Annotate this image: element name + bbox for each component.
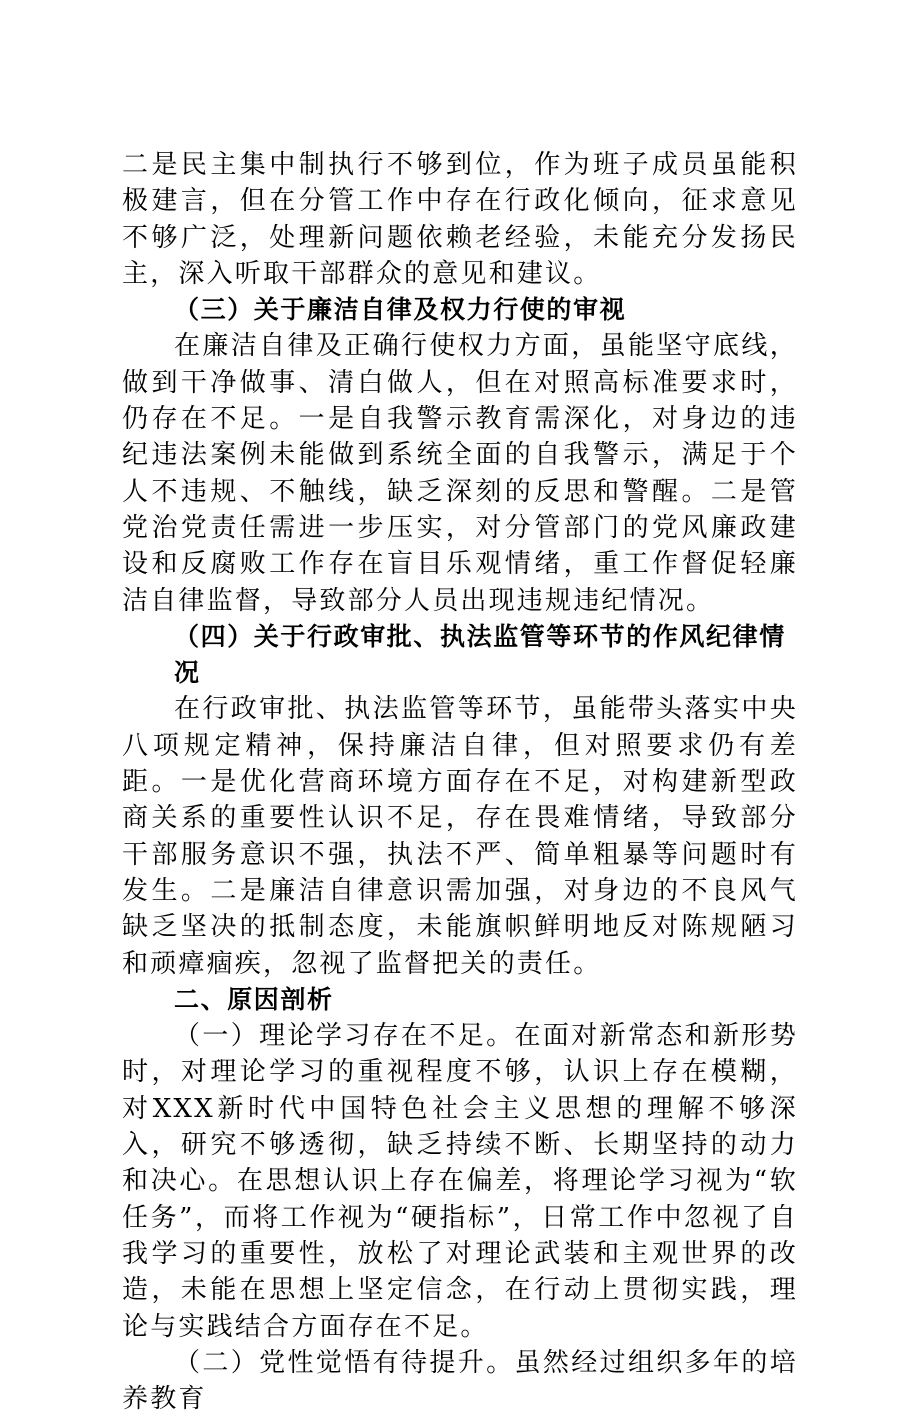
- paragraph-democratic-centralism: 二是民主集中制执行不够到位，作为班子成员虽能积极建言，但在分管工作中存在行政化倾向，征求意见不够广泛，处理新问题依赖老经验，未能充分发扬民主，深入听取干部群众的意见和建议。: [122, 150, 798, 289]
- section-heading-cause-analysis: 二、原因剖析: [174, 984, 334, 1014]
- paragraph-administrative: 在行政审批、执法监管等环节，虽能带头落实中央八项规定精神，保持廉洁自律，但对照要求仍有差距。一是优化营商环境方面存在不足，对构建新型政商关系的重要性认识不足，存在畏难情绪，导致部分干部服务意识不强，执法不严、简单粗暴等问题时有发生。二是廉洁自律意识需加强，对身边的不良风气缺乏坚决的抵制态度，未能旗帜鲜明地反对陈规陋习和顽瘴痼疾，忽视了监督把关的责任。: [122, 694, 798, 979]
- paragraph-integrity: 在廉洁自律及正确行使权力方面，虽能坚守底线，做到干净做事、清白做人，但在对照高标准要求时，仍存在不足。一是自我警示教育需深化，对身边的违纪违法案例未能做到系统全面的自我警示，满足于个人不违规、不触线，缺乏深刻的反思和警醒。二是管党治党责任需进一步压实，对分管部门的党风廉政建设和反腐败工作存在盲目乐观情绪，重工作督促轻廉洁自律监督，导致部分人员出现违规违纪情况。: [122, 331, 798, 616]
- paragraph-theory-study: （一）理论学习存在不足。在面对新常态和新形势时，对理论学习的重视程度不够，认识上存在模糊，对XXX新时代中国特色社会主义思想的理解不够深入，研究不够透彻，缺乏持续不断、长期坚持的动力和决心。在思想认识上存在偏差，将理论学习视为“软任务”，而将工作视为“硬指标”，日常工作中忽视了自我学习的重要性，放松了对理论武装和主观世界的改造，未能在思想上坚定信念，在行动上贯彻实践，理论与实践结合方面存在不足。: [122, 1021, 798, 1342]
- section-heading-integrity: （三）关于廉洁自律及权力行使的审视: [174, 295, 627, 325]
- paragraph-party-awareness: （二）党性觉悟有待提升。虽然经过组织多年的培养教育: [122, 1347, 798, 1415]
- section-heading-administrative: （四）关于行政审批、执法监管等环节的作风纪律情况: [174, 621, 786, 688]
- document-body: [122, 147, 798, 1417]
